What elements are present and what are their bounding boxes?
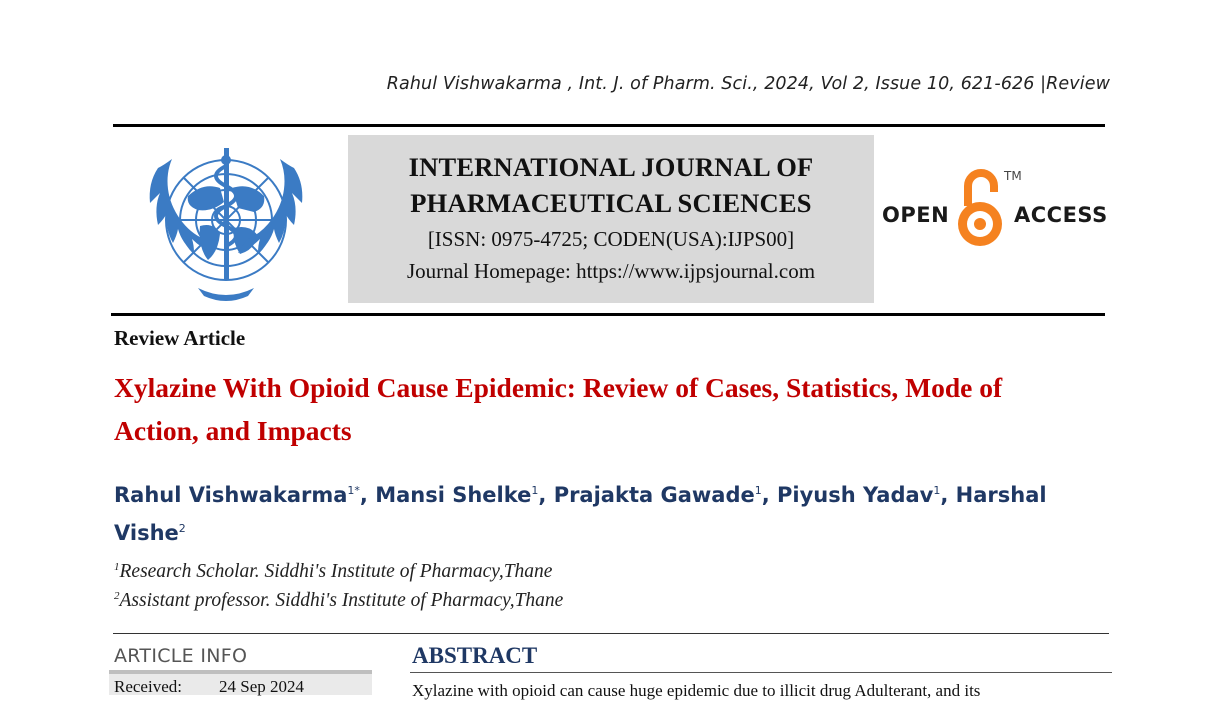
who-emblem-logo bbox=[128, 138, 324, 304]
header-bottom-rule bbox=[111, 313, 1105, 316]
affiliation-rule bbox=[113, 633, 1109, 634]
article-info-heading: ARTICLE INFO bbox=[114, 645, 248, 667]
running-head: Rahul Vishwakarma , Int. J. of Pharm. Sci., 2024, Vol 2, Issue 10, 621-626 |Review bbox=[386, 74, 1110, 94]
article-title: Xylazine With Opioid Cause Epidemic: Review of Cases, Statistics, Mode of Action, and Impacts bbox=[114, 372, 1003, 446]
author-affiliation-mark: 1 bbox=[754, 484, 762, 497]
received-value: 24 Sep 2024 bbox=[219, 677, 304, 696]
affiliation-mark: 1 bbox=[114, 561, 120, 573]
journal-issn: [ISSN: 0975-4725; CODEN(USA):IJPS00] bbox=[427, 227, 795, 251]
author-separator: , bbox=[359, 483, 376, 507]
author-affiliation-mark: 1* bbox=[347, 484, 360, 497]
journal-homepage[interactable]: Journal Homepage: https://www.ijpsjournal.com bbox=[406, 259, 816, 283]
author-name: Rahul Vishwakarma bbox=[114, 483, 348, 507]
abstract-text: Xylazine with opioid can cause huge epidemic due to illicit drug Adulterant, and its bbox=[412, 681, 981, 700]
author-name: Prajakta Gawade bbox=[553, 483, 755, 507]
article-type: Review Article bbox=[114, 326, 246, 350]
author-name: Mansi Shelke bbox=[375, 483, 532, 507]
open-access-word-open: OPEN bbox=[882, 203, 950, 227]
abstract-rule bbox=[410, 672, 1112, 673]
author-name: Piyush Yadav bbox=[777, 483, 934, 507]
author-separator: , bbox=[940, 483, 956, 507]
abstract-heading: ABSTRACT bbox=[412, 643, 538, 668]
affiliation-2 bbox=[114, 590, 563, 612]
affiliation-mark: 2 bbox=[114, 590, 120, 602]
open-access-lock-icon bbox=[954, 166, 1006, 252]
open-access-logo bbox=[880, 166, 1108, 254]
affiliation-text: Assistant professor. Siddhi's Institute of Pharmacy,Thane bbox=[119, 590, 564, 611]
author-separator: , bbox=[538, 483, 554, 507]
author-affiliation-mark: 1 bbox=[933, 484, 941, 497]
top-rule bbox=[113, 124, 1105, 127]
journal-title-line2: PHARMACEUTICAL SCIENCES bbox=[410, 188, 812, 218]
author-affiliation-mark: 2 bbox=[178, 522, 186, 535]
journal-masthead bbox=[348, 135, 874, 303]
article-info-received-row bbox=[109, 674, 372, 695]
author-list bbox=[114, 474, 1104, 550]
author-separator: , bbox=[761, 483, 778, 507]
author-affiliation-mark: 1 bbox=[531, 484, 539, 497]
trademark-mark: TM bbox=[1004, 169, 1022, 183]
open-access-word-access: ACCESS bbox=[1014, 203, 1108, 227]
affiliation-text: Research Scholar. Siddhi's Institute of Pharmacy,Thane bbox=[119, 561, 553, 582]
author-name: Harshal Vishe bbox=[114, 483, 1047, 545]
journal-title-line1: INTERNATIONAL JOURNAL OF bbox=[408, 152, 814, 182]
received-label: Received: bbox=[114, 677, 182, 696]
affiliation-1 bbox=[114, 561, 552, 583]
